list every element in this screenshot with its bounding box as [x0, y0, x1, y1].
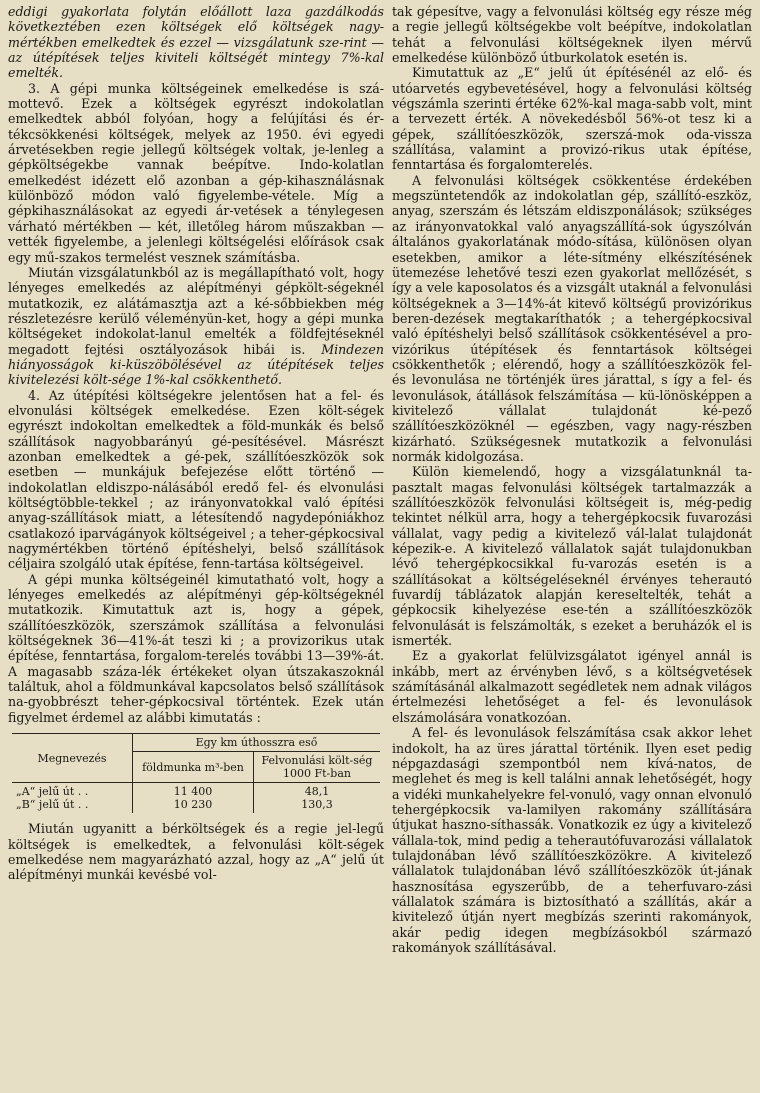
- table-cell-mobilization-a: 48,1: [304, 785, 330, 799]
- table-header-row-1: [12, 734, 380, 752]
- csokkentese-paragraph: A felvonulási költségek csökkentése érdekében megszüntetendők az indokolatlan gép, szállító-eszköz, anyag, szerszám és létszám eldiszponálások; szükséges az irányonvatokkal való anyagszállítá-sok úgyszólván általános gyakorlatának módo-sítása, különösen olyan esetekben, amikor a léte-sítmény elkészítésének ütemezése lehetővé teszi ezen gyakorlat mellőzését, s így a vele kaposolatos és a vizsgált utaknál a felvonulási költségeknek a 3—14%-át kitevő költségű provizórikus beren-dezések megtakaríthatók ; a tehergépkocsival való építéshelyi belső szállítások csökkentésével a pro-vizórikus útépítések és fenntartások költségei csökkenthetők ; elérendő, hogy a szállítóeszközök fel- és levonulása ne történjék üres járattal, s így a fel- és levonulások, átállások felszámítása — kü-lönösképpen a kivitelező vállalat tulajdonát ké-pező szállítóeszközöknél — egészben, vagy nagy-részben kizárható. Szükségesnek mutatkozik a felvonulási normák kidolgozása.: [392, 172, 752, 464]
- continued-paragraph: tak gépesítve, vagy a felvonulási költség egy része még a regie jellegű költségekbe volt beépítve, indokolatlan tehát a felvonulási költségeknek ilyen mérvű emelkedése különböző útburkolatok esetén is.: [392, 4, 752, 66]
- table-header-group: Egy km úthosszra eső: [133, 734, 381, 752]
- table-cell-road-a: „A“ jelű út . .: [16, 785, 89, 799]
- gyakorlat-paragraph: Ez a gyakorlat felülvizsgálatot igényel annál is inkább, mert az érvényben lévő, s a költségvetések számításánál alkalmazott segédletek nem adnak világos értelmezési lehetőséget a fel- és levonulások elszámolására vonatkozóan.: [392, 648, 752, 725]
- table-cell-mobilization-b: 130,3: [301, 798, 333, 812]
- table-row: [12, 783, 380, 814]
- section-3-paragraph: 3. A gépi munka költségeinek emelkedése is szá-mottevő. Ezek a költségek egyrészt indokolatlan emelkedtek abból folyóan, hogy a felújítási és ér-tékcsökkenési költségek, melyek az 1950. évi egyedi árvetésekben regie jellegű költségek voltak, je-lenleg a gépköltségekbe vannak beépítve. Indo-kolatlan emelkedést idézett elő azonban a gép-kihasználásnak különböző módon való figyelembe-vétele. Míg a gépkihasználásokat az egyedi ár-vetések a ténylegesen várható mértékben — két, illetőleg három műszakban — vették figyelembe, a jelenlegi költségelési előírások csak egy mű-szakos termelést vesznek számításba.: [8, 80, 384, 265]
- gepi-munka-paragraph: A gépi munka költségeinél kimutatható volt, hogy a lényeges emelkedés az alépítményi gép-költségeknél mutatkozik. Kimutattuk azt is, hogy a gépek, szállítóeszközök, szerszámok szállítása a felvonulási költségeknek 36—41%-át teszi ki ; a provizorikus utak építése, fenntartása, forgalom-terelés további 13—39%-át. A magasabb száza-lék értékeket olyan útszakaszoknál találtuk, ahol a földmunkával kapcsolatos belső szállítások na-gyobbrészt teher-gépkocsival történtek. Ezek után figyelmet érdemel az alábbi kimutatás :: [8, 571, 384, 725]
- miutan-plain-text: Miután vizsgálatunkból az is megállapítható volt, hogy lényeges emelkedés az alépítményi gépkölt-ségeknél mutatkozik, ez alátámasztja azt a ké-sőbbiekben még részletezésre kerülő véleményün-ket, hogy a gépi munka költségeket indokolat-lanul emelték a földfejtéseknél megadott fejtési osztályozások hibái is.: [8, 264, 384, 357]
- kulon-paragraph: Külön kiemelendő, hogy a vizsgálatunknál ta-pasztalt magas felvonulási költségek tartalmazzák a szállítóeszközök felvonulási költségeit is, még-pedig tekintet nélkül arra, hogy a tehergépkocsik fuvarozási vállalat, vagy pedig a kivitelező vál-lalat tulajdonát képezik-e. A kivitelező vállalatok saját tulajdonukban lévő tehergépkocsikkal fu-varozás esetén is a szállításokat a költségeléseknél érvényes teherautó fuvardíj táblázatok alapján kereseltelték, tehát a gépkocsik kihelyezése ese-tén a szállítóeszközök felvonulását is felszámolták, s ezeket a beruházók el is ismerték.: [392, 464, 752, 649]
- table-cell-road-b: „B“ jelű út . .: [16, 798, 89, 812]
- left-column: [8, 4, 384, 883]
- table-header-earthwork: földmunka m³-ben: [133, 752, 254, 783]
- cost-table: [12, 733, 380, 813]
- fel-levonulasok-paragraph: A fel- és levonulások felszámítása csak akkor lehet indokolt, ha az üres járattal történik. Ilyen eset pedig népgazdasági szempontból nem kívá-natos, de meglehet és meg is kell találni annak lehetőségét, hogy a vidéki munkahelyekre fel-vonuló, vagy onnan elvonuló tehergépkocsik va-lamilyen rakomány szállítására útjukat haszno-síthassák. Vonatkozik ez úgy a kivitelező vállala-tok, mind pedig a teherautófuvarozási vállalatok tulajdonában lévő szállítóeszközökre. A kivitelező vállalatok tulajdonában lévő szállítóeszközök út-jának hasznosítása egyszerűbb, de a teherfuvaro-zási vállalatok számára is biztosítható a szállítás, akár a kivitelező útján nyert megbízás szerinti rakományok, akár pedig idegen megbízásokból származó rakományok szállításával.: [392, 725, 752, 955]
- right-column: [392, 4, 752, 955]
- miutan-paragraph: [8, 265, 384, 388]
- table-cell-earthwork-b: 10 230: [173, 798, 213, 812]
- table-header-name: Megnevezés: [12, 734, 133, 783]
- miutan-italic-text: Mindezen hiányosságok ki-küszöbölésével az útépítések teljes kivitelezési költ-sége 1%-kal csökkenthető.: [8, 341, 384, 388]
- final-left-paragraph: Miután ugyanitt a bérköltségek és a regie jel-legű költségek is emelkedtek, a felvonulási költ-ségek emelkedése nem magyarázható azzal, hogy az „A“ jelű út alépítményi munkái kevésbé vol-: [8, 821, 384, 883]
- table-header-mobilization: Felvonulási költ-ség 1000 Ft-ban: [254, 752, 381, 783]
- intro-italic-paragraph: eddigi gyakorlata folytán előállott laza gazdálkodás következtében ezen költségek elő költségek nagy-mértékben emelkedtek és ezzel — vizsgálatunk sze-rint — az útépítések teljes kiviteli költségét mintegy 7%-kal emelték.: [8, 4, 384, 81]
- section-4-paragraph: 4. Az útépítési költségekre jelentősen hat a fel- és elvonulási költségek emelkedése. Ezen költ-ségek egyrészt indokoltan emelkedtek a föld-munkák és belső szállítások nagyobbarányú gé-pesítésével. Másrészt azonban emelkedtek a gé-pek, szállítóeszközök sok esetben — munkájuk befejezése előtt történő — indokolatlan eldiszpo-nálásából eredő fel- és elvonulási költségtöbble-tekkel ; az irányonvatokkal való építési anyag-szállítások miatt, a létesítendő nagydepóniákhoz csatlakozó iparvágányok költségeivel ; a teher-gépkocsival nagymértékben történő építéshelyi, belső szállítások céljaira szolgáló utak építése, fenn-tartása költségeivel.: [8, 387, 384, 572]
- kimutattuk-paragraph: Kimutattuk az „E“ jelű út építésénél az elő- és utóarvetés egybevetésével, hogy a felvonulási költség végszámla szerinti értéke 62%-kal maga-sabb volt, mint a tervezett érték. A növekedésből 56%-ot tesz ki a gépek, szállítóeszközök, szerszá-mok oda-vissza szállítása, valamint a provizó-rikus utak építése, fenntartása és forgalomterelés.: [392, 65, 752, 173]
- table-cell-earthwork-a: 11 400: [173, 785, 213, 799]
